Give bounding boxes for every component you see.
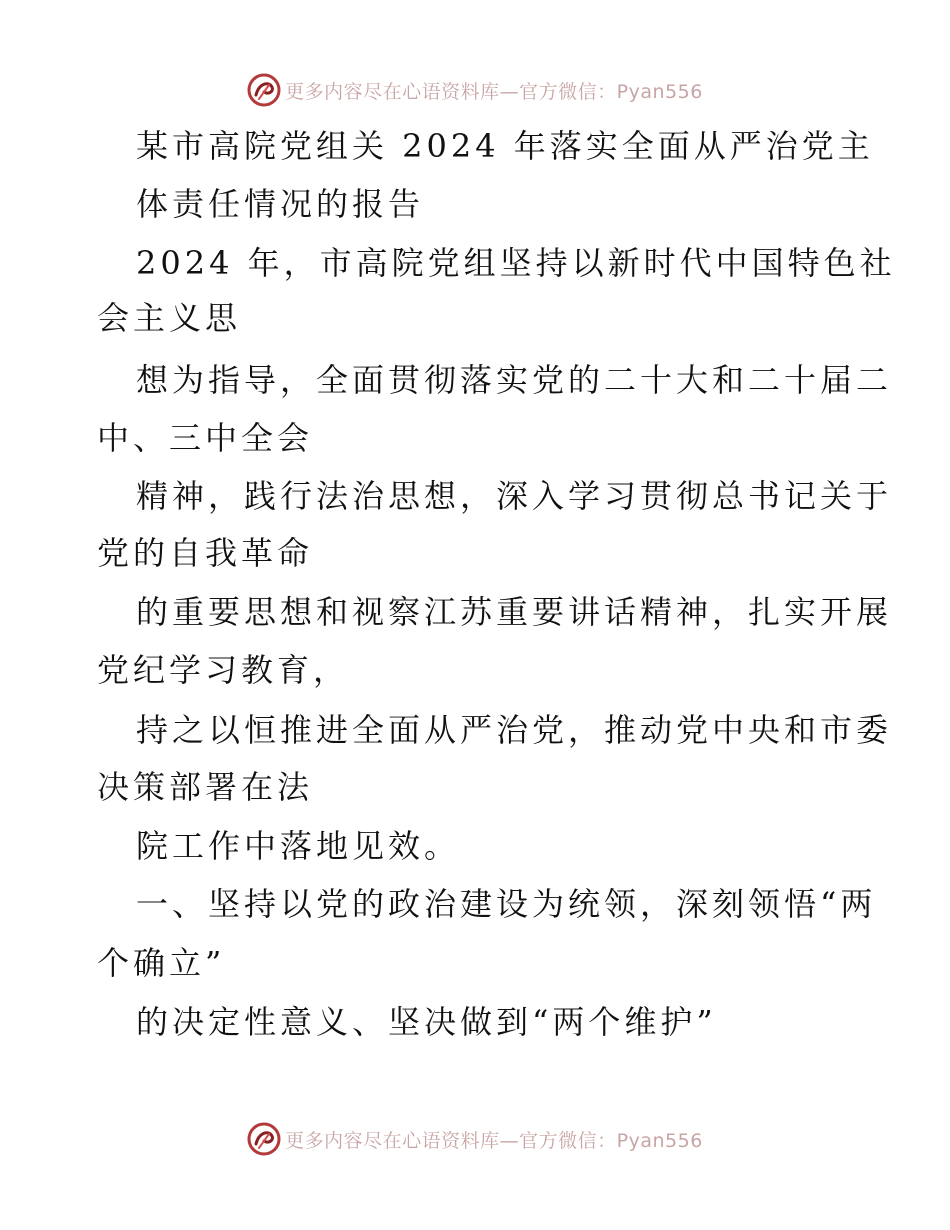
watermark-text: 更多内容尽在心语资料库—官方微信：Pyan556 bbox=[285, 1129, 703, 1152]
section-heading-line: 个确立” bbox=[97, 944, 226, 982]
paragraph-line: 2024 年，市高院党组坚持以新时代中国特色社 bbox=[136, 244, 896, 282]
red-swirl-logo-icon bbox=[247, 1122, 281, 1156]
paragraph-line: 决策部署在法 bbox=[97, 768, 314, 806]
watermark-footer bbox=[0, 1117, 950, 1161]
paragraph-line: 的重要思想和视察江苏重要讲话精神，扎实开展 bbox=[136, 593, 893, 631]
watermark-header bbox=[0, 68, 950, 112]
red-swirl-logo-icon bbox=[247, 73, 281, 107]
section-heading-line: 一、坚持以党的政治建设为统领，深刻领悟“两 bbox=[136, 885, 877, 923]
paragraph-line: 中、三中全会 bbox=[97, 419, 314, 457]
paragraph-line: 精神，践行法治思想，深入学习贯彻总书记关于 bbox=[136, 477, 893, 515]
watermark-text: 更多内容尽在心语资料库—官方微信：Pyan556 bbox=[285, 80, 703, 103]
section-heading-line: 的决定性意义、坚决做到“两个维护” bbox=[136, 1003, 717, 1041]
paragraph-line: 党的自我革命 bbox=[97, 534, 314, 572]
title-line-2: 体责任情况的报告 bbox=[136, 185, 425, 223]
paragraph-line: 会主义思 bbox=[97, 299, 242, 337]
paragraph-line: 持之以恒推进全面从严治党，推动党中央和市委 bbox=[136, 711, 893, 749]
title-line-1: 某市高院党组关 2024 年落实全面从严治党主 bbox=[136, 127, 874, 165]
paragraph-line: 院工作中落地见效。 bbox=[136, 827, 461, 865]
paragraph-line: 想为指导，全面贯彻落实党的二十大和二十届二 bbox=[136, 361, 893, 399]
paragraph-line: 党纪学习教育， bbox=[97, 651, 350, 689]
